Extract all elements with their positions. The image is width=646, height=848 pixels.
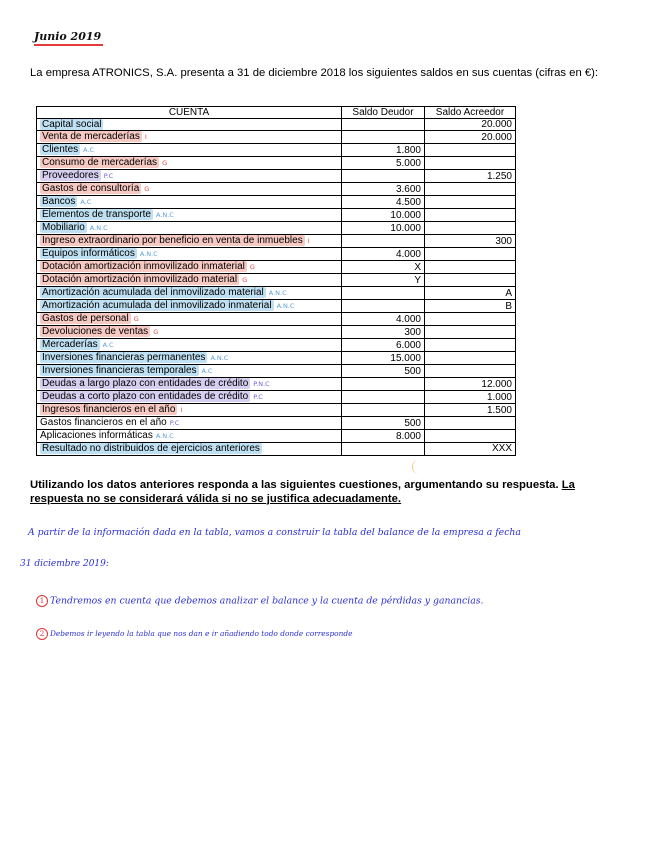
table-row bbox=[37, 300, 516, 313]
table-row bbox=[37, 313, 516, 326]
cell-cuenta bbox=[37, 313, 342, 326]
cell-saldo-acreedor bbox=[425, 417, 516, 430]
classification-tag: G bbox=[242, 276, 248, 285]
classification-tag: A.C bbox=[80, 198, 92, 207]
date-heading: Junio 2019 bbox=[34, 30, 102, 43]
classification-tag: A.N.C bbox=[139, 250, 158, 259]
cell-cuenta bbox=[37, 222, 342, 235]
cell-cuenta bbox=[37, 404, 342, 417]
account-name: Consumo de mercaderías bbox=[42, 157, 158, 169]
classification-tag: A.N.C bbox=[155, 432, 174, 441]
table-row bbox=[37, 287, 516, 300]
cell-saldo-deudor: 500 bbox=[342, 417, 425, 430]
accounts-table bbox=[36, 106, 516, 456]
account-name: Dotación amortización inmovilizado material bbox=[42, 274, 238, 286]
classification-tag: G bbox=[153, 328, 159, 337]
cell-saldo-acreedor bbox=[425, 183, 516, 196]
table-header-row bbox=[37, 107, 516, 119]
header-saldo-deudor: Saldo Deudor bbox=[342, 107, 425, 119]
cell-saldo-deudor: Y bbox=[342, 274, 425, 287]
table-row bbox=[37, 391, 516, 404]
point1-text: Tendremos en cuenta que debemos analizar el balance y la cuenta de pérdidas y ganancias. bbox=[50, 595, 484, 607]
header-saldo-acreedor: Saldo Acreedor bbox=[425, 107, 516, 119]
cell-saldo-acreedor: 20.000 bbox=[425, 131, 516, 144]
cell-saldo-deudor bbox=[342, 119, 425, 131]
cell-saldo-deudor: 4.000 bbox=[342, 313, 425, 326]
cell-cuenta bbox=[37, 300, 342, 313]
cell-saldo-acreedor bbox=[425, 196, 516, 209]
cell-saldo-acreedor: B bbox=[425, 300, 516, 313]
table-row bbox=[37, 183, 516, 196]
table-row bbox=[37, 417, 516, 430]
table-row bbox=[37, 443, 516, 455]
classification-tag: P.C bbox=[169, 419, 180, 428]
cell-cuenta bbox=[37, 326, 342, 339]
cell-saldo-acreedor bbox=[425, 365, 516, 378]
cell-cuenta bbox=[37, 183, 342, 196]
cell-saldo-deudor: 15.000 bbox=[342, 352, 425, 365]
cell-saldo-acreedor: 1.500 bbox=[425, 404, 516, 417]
classification-tag: I bbox=[180, 406, 183, 415]
cell-saldo-acreedor bbox=[425, 352, 516, 365]
cell-saldo-deudor: X bbox=[342, 261, 425, 274]
cell-cuenta bbox=[37, 417, 342, 430]
account-name: Inversiones financieras temporales bbox=[42, 365, 197, 377]
cell-saldo-acreedor bbox=[425, 261, 516, 274]
table-row bbox=[37, 404, 516, 417]
table-row bbox=[37, 248, 516, 261]
cell-cuenta bbox=[37, 119, 342, 131]
table-row bbox=[37, 209, 516, 222]
cell-cuenta bbox=[37, 430, 342, 443]
cell-saldo-deudor bbox=[342, 170, 425, 183]
cell-cuenta bbox=[37, 144, 342, 157]
cell-saldo-deudor: 10.000 bbox=[342, 209, 425, 222]
header-cuenta: CUENTA bbox=[37, 107, 342, 119]
classification-tag: G bbox=[144, 185, 150, 194]
account-name: Equipos informáticos bbox=[42, 248, 135, 260]
classification-tag: G bbox=[133, 315, 139, 324]
point2-number: 2 bbox=[36, 628, 48, 640]
account-name: Devoluciones de ventas bbox=[42, 326, 149, 338]
cell-saldo-acreedor bbox=[425, 313, 516, 326]
table-row bbox=[37, 339, 516, 352]
account-name: Gastos financieros en el año bbox=[40, 417, 167, 429]
cell-cuenta bbox=[37, 235, 342, 248]
cell-saldo-deudor: 6.000 bbox=[342, 339, 425, 352]
cell-saldo-acreedor bbox=[425, 157, 516, 170]
classification-tag: A.C bbox=[102, 341, 114, 350]
account-name: Proveedores bbox=[42, 170, 99, 182]
table-row bbox=[37, 170, 516, 183]
cell-cuenta bbox=[37, 196, 342, 209]
cell-cuenta bbox=[37, 157, 342, 170]
table-row bbox=[37, 274, 516, 287]
cell-saldo-acreedor bbox=[425, 430, 516, 443]
handwritten-line1: A partir de la información dada en la tabla, vamos a construir la tabla del balance de la empresa a fecha bbox=[28, 527, 521, 538]
question-main: Utilizando los datos anteriores responda a las siguientes cuestiones, argumentando su respuesta. bbox=[30, 479, 559, 491]
cell-cuenta bbox=[37, 339, 342, 352]
table-row bbox=[37, 430, 516, 443]
point1-number: 1 bbox=[36, 595, 48, 607]
account-name: Aplicaciones informáticas bbox=[40, 430, 153, 442]
cell-cuenta bbox=[37, 391, 342, 404]
classification-tag: G bbox=[162, 159, 168, 168]
cell-cuenta bbox=[37, 248, 342, 261]
cell-saldo-acreedor bbox=[425, 339, 516, 352]
handwritten-point2 bbox=[36, 628, 353, 640]
classification-tag: I bbox=[144, 133, 147, 142]
account-name: Capital social bbox=[42, 119, 102, 131]
cell-saldo-deudor bbox=[342, 300, 425, 313]
cell-saldo-acreedor: 20.000 bbox=[425, 119, 516, 131]
cell-saldo-deudor bbox=[342, 404, 425, 417]
cell-saldo-acreedor bbox=[425, 274, 516, 287]
cell-saldo-acreedor bbox=[425, 248, 516, 261]
handwritten-line2: 31 diciembre 2019: bbox=[20, 559, 109, 569]
account-name: Ingresos financieros en el año bbox=[42, 404, 176, 416]
classification-tag: I bbox=[307, 237, 310, 246]
cell-saldo-deudor bbox=[342, 391, 425, 404]
question-text bbox=[30, 479, 622, 506]
handwritten-point1 bbox=[36, 595, 483, 607]
cell-saldo-deudor: 10.000 bbox=[342, 222, 425, 235]
classification-tag: P.N.C bbox=[253, 380, 270, 389]
cell-saldo-deudor: 500 bbox=[342, 365, 425, 378]
cell-saldo-acreedor: XXX bbox=[425, 443, 516, 455]
cell-saldo-acreedor: 12.000 bbox=[425, 378, 516, 391]
table-row bbox=[37, 365, 516, 378]
cell-saldo-acreedor: 300 bbox=[425, 235, 516, 248]
account-name: Deudas a largo plazo con entidades de crédito bbox=[42, 378, 249, 390]
cell-saldo-deudor bbox=[342, 235, 425, 248]
account-name: Mobiliario bbox=[42, 222, 85, 234]
intro-text: La empresa ATRONICS, S.A. presenta a 31 de diciembre 2018 los siguientes saldos en sus cuentas (cifras en €): bbox=[30, 67, 599, 79]
cell-saldo-acreedor: 1.250 bbox=[425, 170, 516, 183]
cell-saldo-acreedor bbox=[425, 326, 516, 339]
cell-cuenta bbox=[37, 261, 342, 274]
cell-cuenta bbox=[37, 131, 342, 144]
table-row bbox=[37, 326, 516, 339]
account-name: Mercaderías bbox=[42, 339, 98, 351]
cell-saldo-acreedor bbox=[425, 209, 516, 222]
pen-mark bbox=[412, 460, 425, 474]
table-row bbox=[37, 131, 516, 144]
classification-tag: A.N.C bbox=[210, 354, 229, 363]
cell-cuenta bbox=[37, 287, 342, 300]
cell-saldo-acreedor bbox=[425, 222, 516, 235]
cell-cuenta bbox=[37, 209, 342, 222]
account-name: Inversiones financieras permanentes bbox=[42, 352, 206, 364]
cell-cuenta bbox=[37, 443, 342, 455]
account-name: Gastos de consultoría bbox=[42, 183, 140, 195]
table-row bbox=[37, 378, 516, 391]
cell-saldo-deudor bbox=[342, 378, 425, 391]
account-name: Amortización acumulada del inmovilizado material bbox=[42, 287, 264, 299]
table-row bbox=[37, 196, 516, 209]
classification-tag: A.N.C bbox=[155, 211, 174, 220]
classification-tag: G bbox=[249, 263, 255, 272]
cell-cuenta bbox=[37, 378, 342, 391]
account-name: Ingreso extraordinario por beneficio en venta de inmuebles bbox=[42, 235, 303, 247]
cell-saldo-deudor bbox=[342, 287, 425, 300]
cell-saldo-deudor: 8.000 bbox=[342, 430, 425, 443]
point2-text: Debemos ir leyendo la tabla que nos dan e ir añadiendo todo donde corresponde bbox=[50, 629, 353, 638]
cell-cuenta bbox=[37, 352, 342, 365]
cell-cuenta bbox=[37, 365, 342, 378]
table-row bbox=[37, 352, 516, 365]
account-name: Gastos de personal bbox=[42, 313, 129, 325]
cell-saldo-deudor: 1.800 bbox=[342, 144, 425, 157]
cell-saldo-acreedor: A bbox=[425, 287, 516, 300]
table-row bbox=[37, 157, 516, 170]
cell-saldo-deudor: 4.000 bbox=[342, 248, 425, 261]
cell-saldo-deudor bbox=[342, 131, 425, 144]
account-name: Bancos bbox=[42, 196, 76, 208]
table-row bbox=[37, 119, 516, 131]
account-name: Resultado no distribuidos de ejercicios anteriores bbox=[42, 443, 260, 455]
question-underlined: La respuesta no se considerará válida si no se justifica adecuadamente. bbox=[30, 479, 575, 505]
classification-tag: A.N.C bbox=[89, 224, 108, 233]
cell-cuenta bbox=[37, 274, 342, 287]
classification-tag: P.C bbox=[103, 172, 114, 181]
classification-tag: P.C bbox=[253, 393, 263, 402]
cell-saldo-acreedor bbox=[425, 144, 516, 157]
classification-tag: A.N.C bbox=[276, 302, 295, 311]
cell-saldo-acreedor: 1.000 bbox=[425, 391, 516, 404]
table-row bbox=[37, 261, 516, 274]
account-name: Deudas a corto plazo con entidades de crédito bbox=[42, 391, 249, 403]
classification-tag: A.N.C bbox=[268, 289, 287, 298]
cell-cuenta bbox=[37, 170, 342, 183]
table-row bbox=[37, 235, 516, 248]
cell-saldo-deudor: 5.000 bbox=[342, 157, 425, 170]
account-name: Venta de mercaderías bbox=[42, 131, 140, 143]
account-name: Amortización acumulada del inmovilizado inmaterial bbox=[42, 300, 272, 312]
account-name: Clientes bbox=[42, 144, 79, 156]
table-row bbox=[37, 144, 516, 157]
classification-tag: A.C bbox=[83, 146, 95, 155]
cell-saldo-deudor: 3.600 bbox=[342, 183, 425, 196]
cell-saldo-deudor: 300 bbox=[342, 326, 425, 339]
table-row bbox=[37, 222, 516, 235]
cell-saldo-deudor: 4.500 bbox=[342, 196, 425, 209]
account-name: Elementos de transporte bbox=[42, 209, 151, 221]
cell-saldo-deudor bbox=[342, 443, 425, 455]
classification-tag: A.C bbox=[201, 367, 213, 376]
account-name: Dotación amortización inmovilizado inmaterial bbox=[42, 261, 245, 273]
